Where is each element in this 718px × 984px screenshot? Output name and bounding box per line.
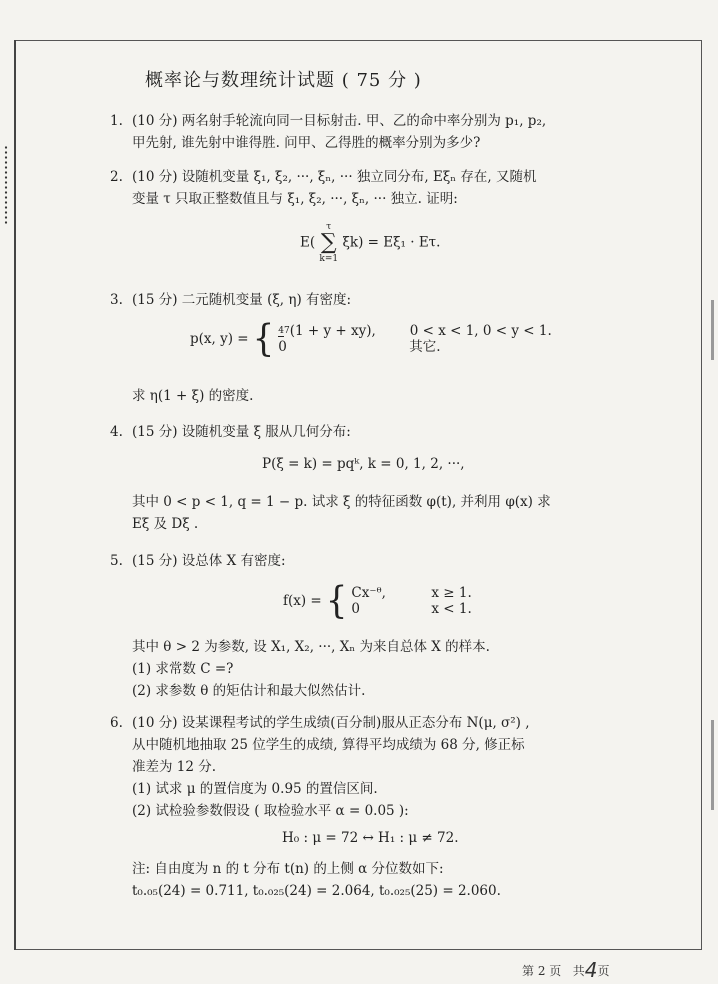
question-6-note: 注: 自由度为 n 的 t 分布 t(n) 的上侧 α 分位数如下: t₀.₀₅(24) = 0.711, t₀.₀₂₅(24) = 2.064, t₀.₀₂₅(25) = 2.060. (132, 861, 501, 899)
scan-artifact (711, 300, 714, 360)
question-5: 5. (15 分) 设总体 X 有密度: (110, 553, 286, 569)
question-3-task: 求 η(1 + ξ) 的密度. (132, 388, 254, 404)
question-4: 4. (15 分) 设随机变量 ξ 服从几何分布: (110, 424, 351, 440)
page-footer: 第 2 页 共4页 (522, 958, 610, 982)
question-3-formula: p(x, y) = { 47(1 + y + xy), 0 < x < 1, 0 < y < 1. 0 其它. (190, 317, 552, 361)
question-5-formula: f(x) = { Cx⁻ᶿ, x ≥ 1. 0 x < 1. (283, 579, 472, 623)
exam-title: 概率论与数理统计试题 ( 75 分 ) (145, 70, 422, 91)
fraction: 47 (278, 325, 290, 336)
question-4-formula: P(ξ = k) = pqᵏ, k = 0, 1, 2, ···, (262, 456, 465, 472)
binding-margin-line (14, 40, 16, 950)
scan-artifact (711, 720, 714, 810)
question-2: 2. (10 分) 设随机变量 ξ₁, ξ₂, ···, ξₙ, ··· 独立同分布, Eξₙ 存在, 又随机 变量 τ 只取正整数值且与 ξ₁, ξ₂, ···, ξₙ, ··· 独立. 证明: (110, 169, 537, 207)
question-2-formula: E( τ ∑ k=1 ξk) = Eξ₁ · Eτ. (300, 222, 441, 264)
summation-sign: τ ∑ k=1 (319, 222, 339, 264)
question-4-task: 其中 0 < p < 1, q = 1 − p. 试求 ξ 的特征函数 φ(t), 并利用 φ(x) 求 Eξ 及 Dξ . (132, 494, 551, 532)
binding-perforation (4, 145, 8, 225)
handwritten-page-count: 4 (584, 958, 598, 982)
question-6: 6. (10 分) 设某课程考试的学生成绩(百分制)服从正态分布 N(μ, σ²) , 从中随机地抽取 25 位学生的成绩, 算得平均成绩为 68 分, 修正标 准差为 12 分. (1) 试求 μ 的置信度为 0.95 的置信区间. (2) 试检验参数假设 ( 取检验水平 α = 0.05 ): (110, 715, 530, 819)
question-5-task: 其中 θ > 2 为参数, 设 X₁, X₂, ···, Xₙ 为来自总体 X 的样本. (1) 求常数 C =? (2) 求参数 θ 的矩估计和最大似然估计. (132, 639, 490, 699)
question-6-hypothesis: H₀ : μ = 72 ↔ H₁ : μ ≠ 72. (282, 830, 459, 846)
question-3: 3. (15 分) 二元随机变量 (ξ, η) 有密度: (110, 292, 352, 308)
question-1: 1. (10 分) 两名射手轮流向同一目标射击. 甲、乙的命中率分别为 p₁, p₂, 甲先射, 谁先射中谁得胜. 问甲、乙得胜的概率分别为多少? (110, 113, 547, 151)
